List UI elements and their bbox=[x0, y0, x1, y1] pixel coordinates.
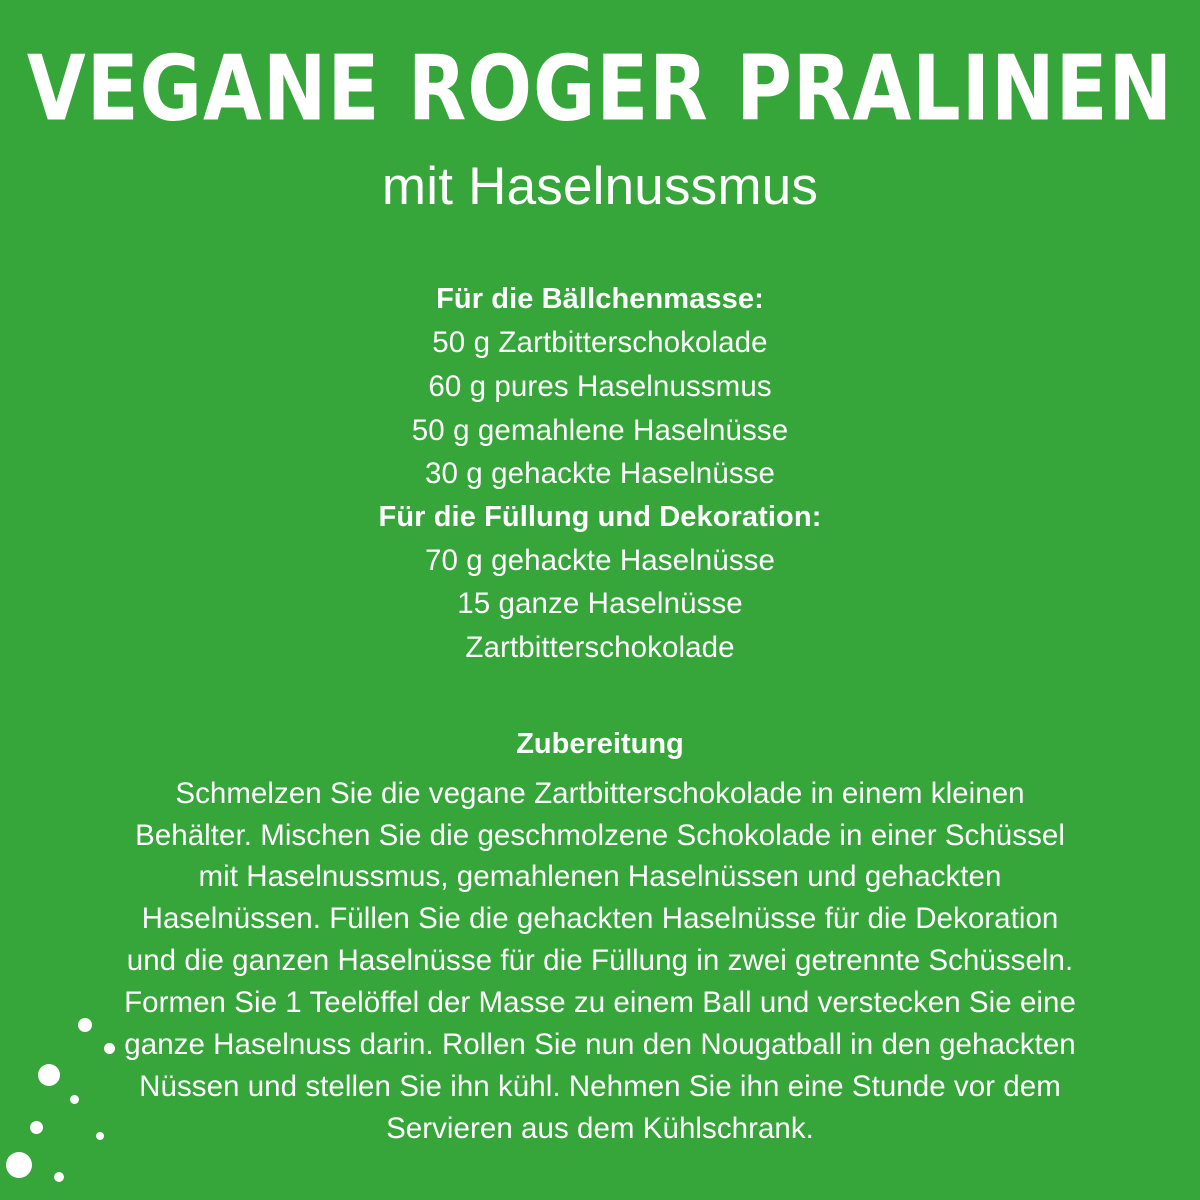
ingredient-item: 15 ganze Haselnüsse bbox=[457, 587, 743, 621]
ingredient-item: 50 g gemahlene Haselnüsse bbox=[411, 413, 789, 447]
ingredient-item: 50 g Zartbitterschokolade bbox=[432, 326, 768, 360]
ingredients-heading-dough: Für die Bällchenmasse: bbox=[436, 283, 764, 316]
preparation-heading: Zubereitung bbox=[516, 727, 684, 760]
ingredient-item: Zartbitterschokolade bbox=[465, 631, 735, 665]
ingredients-section bbox=[379, 278, 822, 669]
ingredient-item: 60 g pures Haselnussmus bbox=[428, 369, 772, 403]
ingredient-item: 30 g gehackte Haselnüsse bbox=[424, 457, 776, 491]
page-subtitle: mit Haselnussmus bbox=[381, 157, 819, 216]
preparation-text: Schmelzen Sie die vegane Zartbitterschokolade in einem kleinen Behälter. Mischen Sie die geschmolzene Schokolade in einer Schüssel mit Haselnussmus, gemahlenen Haselnüssen und gehackten Haselnüssen. Füllen Sie die gehackten Haselnüsse für die Dekoration und die ganzen Haselnüsse für die Füllung in zwei getrennte Schüsseln. Formen Sie 1 Teelöffel der Masse zu einem Ball und verstecken Sie eine ganze Haselnuss darin. Rollen Sie nun den Nougatball in den gehackten Nüssen und stellen Sie ihn kühl. Nehmen Sie ihn eine Stunde vor dem Servieren aus dem Kühlschrank. bbox=[124, 776, 1076, 1145]
ingredient-item: 70 g gehackte Haselnüsse bbox=[424, 543, 776, 577]
ingredients-heading-filling: Für die Füllung und Dekoration: bbox=[378, 500, 822, 533]
page-title: VEGANE ROGER PRALINEN bbox=[26, 35, 1174, 141]
